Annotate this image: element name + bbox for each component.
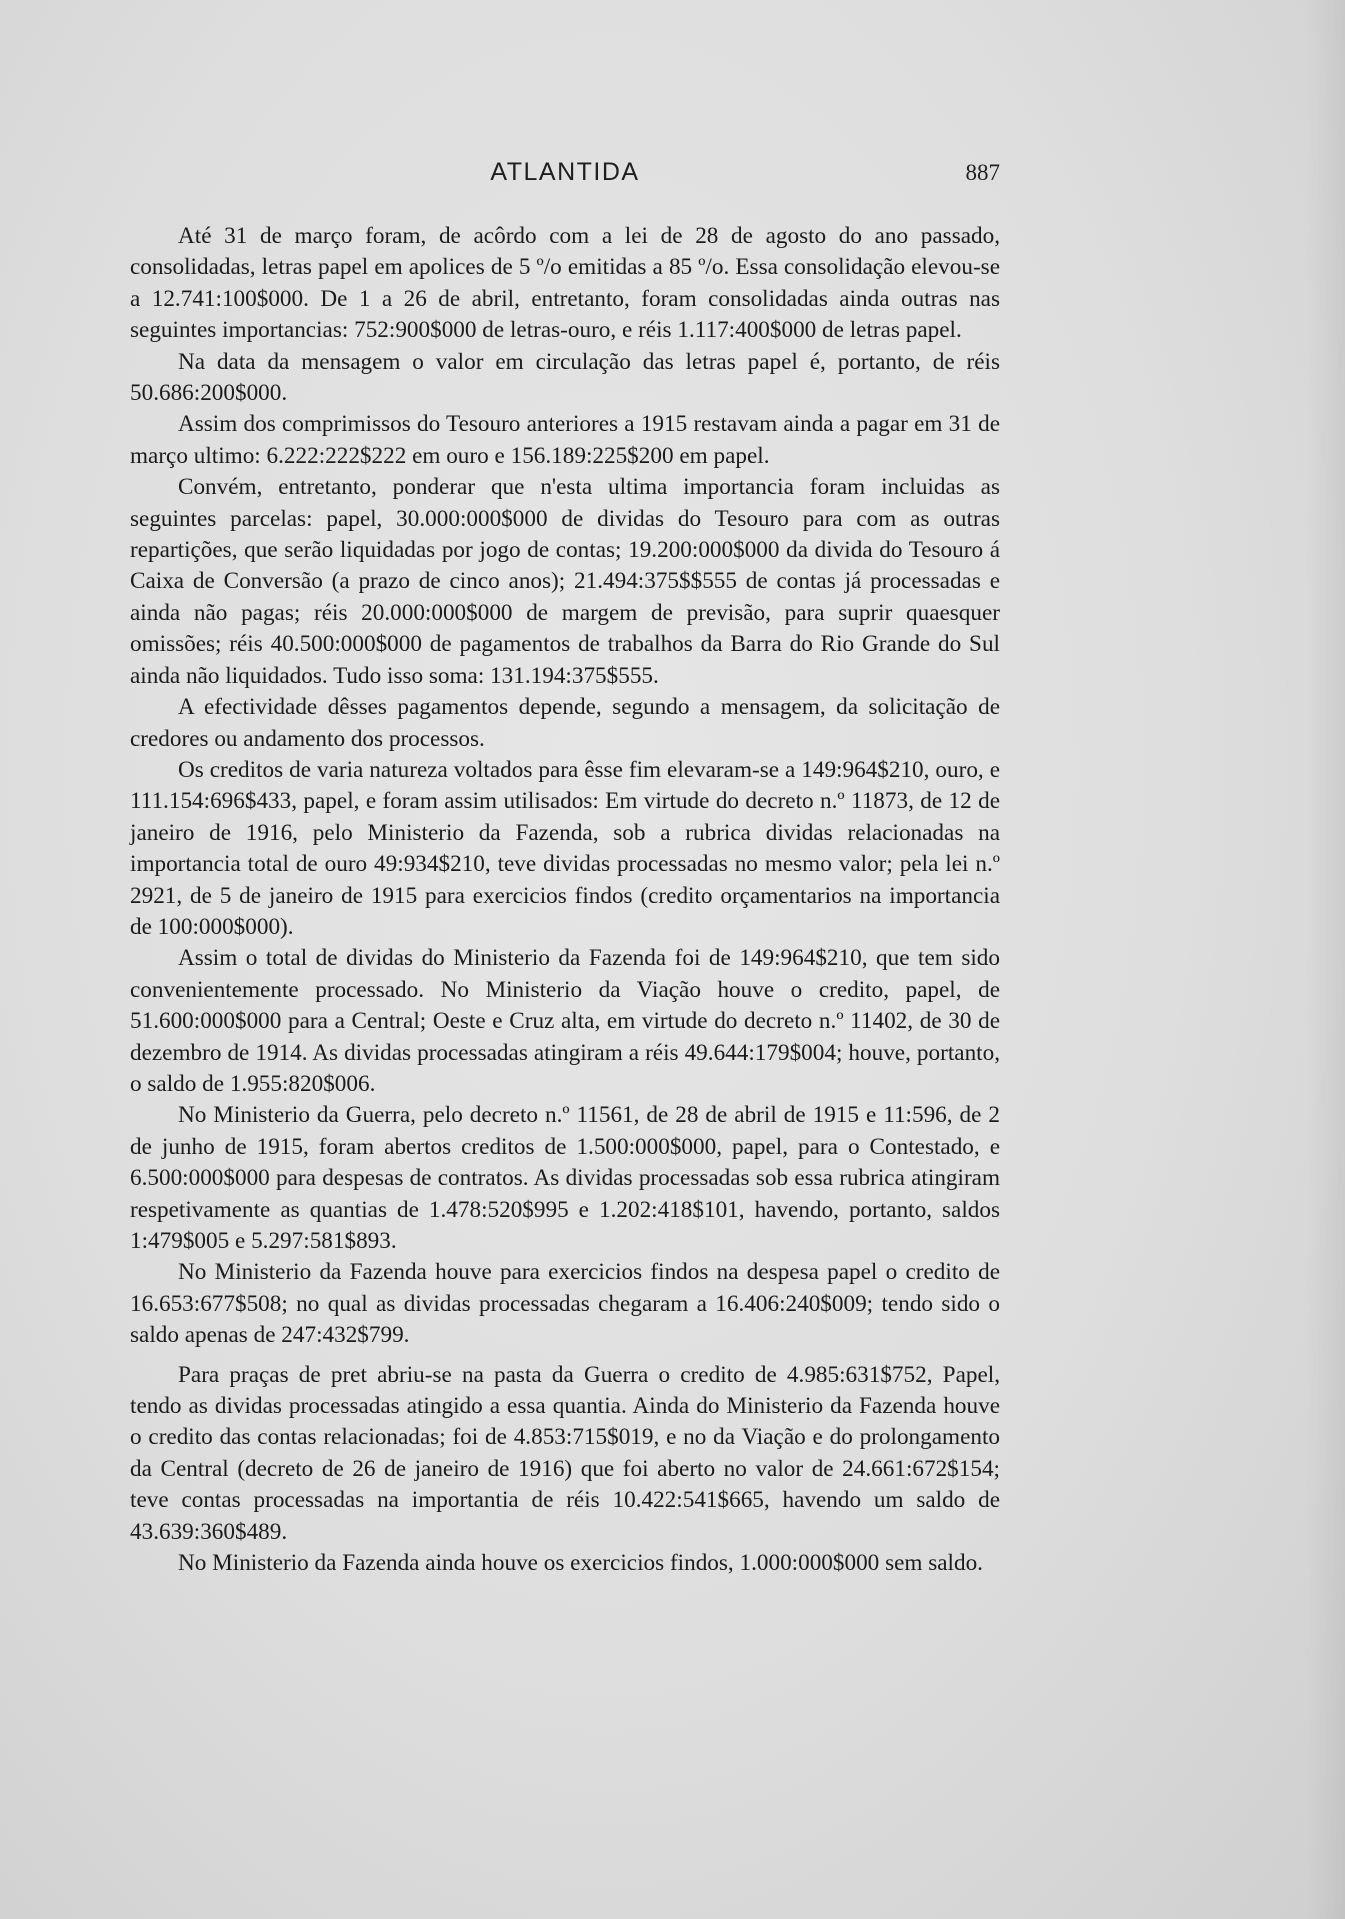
running-title: ATLANTIDA (490, 158, 640, 186)
paragraph-pret-squares: Para praças de pret abriu-se na pasta da Guerra o credito de 4.985:631$752, Papel, tendo as dividas processadas atingido a essa quantia. Ainda do Ministerio da Fazenda houve o credito das contas relacionadas; foi de 4.853:715$019, e no da Viação e do prolongamento da Central (decreto de 26 de janeiro de 1916) que foi aberto no valor de 24.661:672$154; teve contas processadas na importantia de réis 10.422:541$665, havendo um saldo de 43.639:360$489. (130, 1361, 1000, 1545)
article-body (130, 221, 1000, 1579)
paragraph-treasury-commitments: Assim dos comprimissos do Tesouro anteriores a 1915 restavam ainda a pagar em 31 de março ultimo: 6.222:222$222 em ouro e 156.189:225$200 em papel. (130, 411, 1000, 469)
paragraph-consolidation: Até 31 de março foram, de acôrdo com a lei de 28 de agosto do ano passado, consolidadas, letras papel em apolices de 5 º/o emitidas a 85 º/o. Essa consolidação elevou-se a 12.741:100$000. De 1 a 26 de abril, entretanto, foram consolidadas ainda outras nas seguintes importancias: 752:900$000 de letras-ouro, e réis 1.117:400$000 de letras papel. (130, 223, 1000, 344)
paragraph-fazenda-total: Assim o total de dividas do Ministerio da Fazenda foi de 149:964$210, que tem sido convenientemente processado. No Ministerio da Viação houve o credito, papel, de 51.600:000$000 para a Central; Oeste e Cruz alta, em virtude do decreto n.º 11402, de 30 de dezembro de 1914. As dividas processadas atingiram a réis 49.644:179$004; houve, portanto, o saldo de 1.955:820$006. (130, 945, 1000, 1097)
page-edge-shadow (1305, 0, 1345, 1919)
paragraph-final-exercises: No Ministerio da Fazenda ainda houve os exercicios findos, 1.000:000$000 sem saldo. (178, 1550, 983, 1577)
paragraph-included-parcels: Convém, entretanto, ponderar que n'esta ultima importancia foram incluidas as seguintes parcelas: papel, 30.000:000$000 de dividas do Tesouro para com as outras repartições, que serão liquidadas por jogo de contas; 19.200:000$000 da divida do Tesouro á Caixa de Conversão (a prazo de cinco anos); 21.494:375$$555 de contas já processadas e ainda não pagas; réis 20.000:000$000 de margem de previsão, para suprir quaesquer omissões; réis 40.500:000$000 de pagamentos de trabalhos da Barra do Rio Grande do Sul ainda não liquidados. Tudo isso soma: 131.194:375$555. (130, 474, 1000, 689)
paragraph-credits-usage: Os creditos de varia natureza voltados para êsse fim elevaram-se a 149:964$210, ouro, e 111.154:696$433, papel, e foram assim utilisados: Em virtude do decreto n.º 11873, de 12 de janeiro de 1916, pelo Ministerio da Fazenda, sob a rubrica dividas relacionadas na importancia total de ouro 49:934$210, teve dividas processadas no mesmo valor; pela lei n.º 2921, de 5 de janeiro de 1915 para exercicios findos (credito orçamentarios na importancia de 100:000$000). (130, 756, 1000, 940)
page-number: 887 (965, 160, 1000, 185)
paragraph-circulation: Na data da mensagem o valor em circulação das letras papel é, portanto, de réis 50.686:200$000. (130, 348, 1000, 407)
paragraph-fazenda-exercises: No Ministerio da Fazenda houve para exercicios findos na despesa papel o credito de 16.653:677$508; no qual as dividas processadas chegaram a 16.406:240$009; tendo sido o saldo apenas de 247:432$799. (130, 1259, 1000, 1349)
paragraph-payments-effectivity: A efectividade dêsses pagamentos depende, segundo a mensagem, da solicitação de credores ou andamento dos processos. (130, 694, 1000, 752)
running-header (130, 158, 1000, 192)
paragraph-guerra-ministry: No Ministerio da Guerra, pelo decreto n.º 11561, de 28 de abril de 1915 e 11:596, de 2 de junho de 1915, foram abertos creditos de 1.500:000$000, papel, para o Contestado, e 6.500:000$000 para despesas de contratos. As dividas processadas sob essa rubrica atingiram respetivamente as quantias de 1.478:520$995 e 1.202:418$101, havendo, portanto, saldos 1:479$005 e 5.297:581$893. (130, 1102, 1000, 1254)
